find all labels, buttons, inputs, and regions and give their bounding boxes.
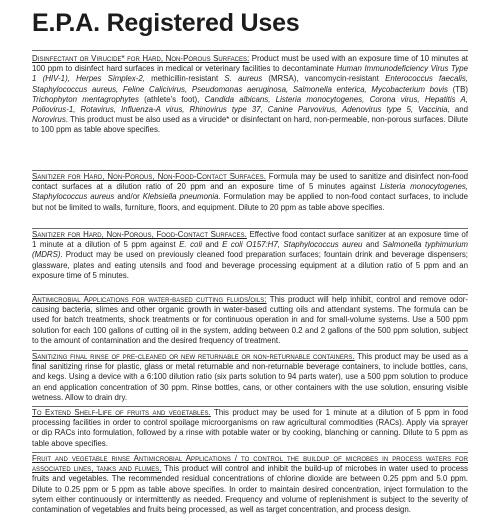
body-text: Effective food contact surface sanitizer at an exposure time of 1 minute at a dilution of 5 ppm against [32, 230, 469, 250]
body-text: methicillin-resistant [144, 74, 225, 84]
section-disinfectant [32, 54, 468, 136]
body-text: and [201, 240, 223, 250]
section-cutting-fluids [32, 295, 468, 346]
section-food-contact-sanitizer [32, 230, 468, 281]
body-text: Product must be used with an exposure time of 10 minutes at 100 ppm to disinfect hard surfaces in medical or veterinary facilities to decontaminate [32, 54, 468, 74]
italic-text: Human Immunodeficiency Virus Type 1 (HIV-1), Herpes Simplex-2, [32, 64, 468, 84]
divider [32, 452, 468, 453]
body-text: This product may be used as a final sanitizing rinse for plastic, glass or metal returnable and non-returnable beverage containers, to include bottles, cans, and kegs. Using a device with a 6:100 dilution ratio (six parts solution to 94 parts water), use a 500 ppm solution to produce an end application concentration of 30 ppm. Rinse bottles, cans, or other containers with the use solution, ensuring visible wetness. Allow to drain dry. [32, 352, 468, 402]
section-heading: Sanitizer for Hard, Non-Porous, Non-Food-Contact Surfaces. [32, 172, 266, 181]
section-heading: Antimicrobial Applications for water-based cutting fluids/oils: [32, 295, 267, 304]
divider [32, 350, 468, 351]
italic-text: Trichophyton mentagrophytes [32, 94, 139, 104]
italic-text: E coli O157:H7, Staphylococcus aureu [222, 240, 363, 250]
italic-text: Enterococcus faecalis, Staphylococcus aureus, Feline Calicivirus, Pseudomonas aeruginosa, Salmonella enterica, Mycobacterium bovis [32, 74, 468, 94]
divider [32, 170, 468, 171]
section-heading: To Extend Shelf-Life of fruits and vegetables. [32, 408, 211, 417]
body-text: This product may be used for 1 minute at a dilution of 5 ppm in food processing facilities in order to control spoilage microorganisms on raw agricultural commodities (RACs). Apply via sprayer or dip RACs into formulation, followed by a rinse with potable water or by cooking, blanching or canning. Dilute to 5 ppm as table above specifies. [32, 408, 468, 448]
body-text: This product will control and inhibit the build-up of microbes in water used to process fruits and vegetables. The recommended residual concentrations of chlorine dioxide are between 0.25 ppm and 5.0 ppm. Dilute to 0.25 ppm or 5 ppm as table above specifies. In order to maintain desired concentration, inject formulation to the sytem either continuously or intermittently as needed. Frequency and volume of replenishment is subject to the severity of contamination of vegetables and fruits being processed, as well as target concentration, and process design. [32, 464, 468, 515]
divider [32, 50, 468, 51]
section-final-rinse [32, 352, 468, 403]
body-text: and [449, 105, 469, 115]
italic-text: Norovirus [32, 115, 66, 125]
body-text: . Formulation may be applied to non-food contact surfaces, to include but not be limited to walls, furniture, floors, and equipment. Dilute to 20 ppm as table above specifies. [32, 192, 468, 212]
section-heading: Disinfectant or Virucide* for Hard, Non-Porous Surfaces: [32, 54, 250, 63]
section-shelf-life [32, 408, 468, 449]
divider [32, 228, 468, 229]
italic-text: E. coli [179, 240, 202, 250]
divider [32, 406, 468, 407]
body-text: This product will help inhibit, control and remove odor-causing bacteria, slimes and other organic growth in water-based cutting oils and attendant systems. The formula can be used for batch treatments, shock treatments or for continuous operation in and for small-volume systems. Use a 500 ppm solution for each 100 gallons of cutting oil in the system, adding between 0.2 and 2 gallons of the 500 ppm solution, subject to the amount of contamination and the desired frequency of treatment. [32, 295, 468, 345]
italic-text: Klebsiella pneumonia [142, 192, 219, 202]
section-process-water [32, 454, 468, 515]
section-heading: Sanitizing final rinse of pre-cleaned or new returnable or non-returnable containers. [32, 352, 355, 361]
italic-text: Candida albicans, Listeria monocytogenes, Corona virus, Hepatitis A, Poliovirus-1, Rotavirus, Influenza-A virus, Rhinovirus type 37, Canine Parvovirus, Adenovirus type 5, Vaccinia, [32, 94, 469, 115]
body-text: . Product may be used on previously cleaned food preparation surfaces; fountain drink and beverage dispensers; glassware, plates and eating utensils and food and beverage processing equipment at a dilution ratio of 5 ppm and an exposure time of 5 minutes. [32, 250, 468, 280]
italic-text: Listeria monocytogenes, Staphylococcus aureus [32, 182, 469, 202]
body-text: . This product must be also used as a virucide* or disinfectant on hard, non-permeable, non-porous surfaces. Dilute to 100 ppm as table above specifies. [32, 115, 468, 135]
section-heading: Sanitizer for Hard, Non-Porous, Food-Contact Surfaces. [32, 230, 247, 239]
body-text: and/or [114, 192, 143, 202]
body-text: Formula may be used to sanitize and disinfect non-food contact surfaces at a dilution ratio of 20 ppm and an exposure time of 5 minutes against [32, 172, 468, 192]
page-title: E.P.A. Registered Uses [32, 9, 300, 37]
body-text: (TB) [448, 84, 468, 94]
section-heading: Fruit and vegetable rinse Antimicrobial Applications / to control the buildup of microbes in process waters for associated lines, tanks and flumes. [32, 454, 468, 474]
body-text: (MRSA), vancomycin-resistant [262, 74, 386, 84]
italic-text: S. aureus [224, 74, 263, 84]
body-text: and [362, 240, 383, 250]
body-text: (athlete’s foot), [138, 94, 205, 104]
italic-text: Salmonella typhimurium (MDRS) [32, 240, 468, 260]
section-non-food-sanitizer [32, 172, 468, 213]
